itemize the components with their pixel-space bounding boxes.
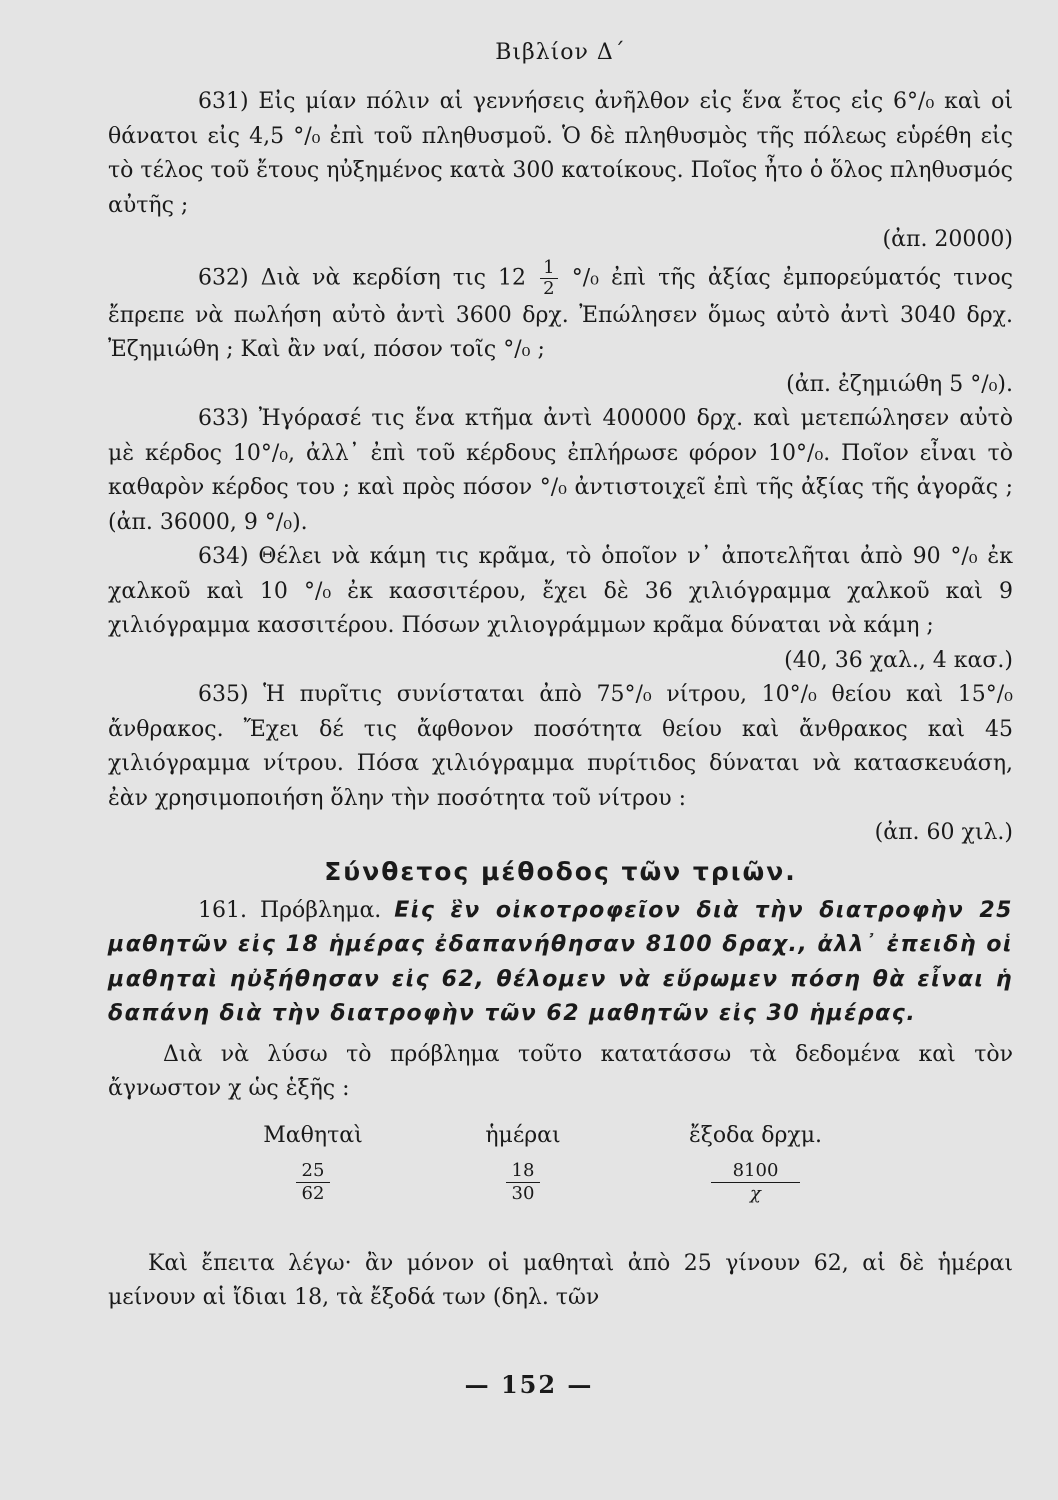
expenses-values xyxy=(711,1160,801,1205)
page-number: — 152 — xyxy=(464,1370,594,1399)
problem-631-answer: (ἀπ. 20000) xyxy=(882,227,1013,252)
fraction-numerator: 1 xyxy=(540,258,557,279)
problem-635-answer: (ἀπ. 60 χιλ.) xyxy=(874,820,1013,845)
problem-633 xyxy=(108,402,1013,540)
one-half-fraction xyxy=(540,258,557,299)
problem-632-text-before: 632) Διὰ νὰ κερδίση τις 12 xyxy=(198,265,527,290)
students-header: Μαθηταὶ xyxy=(263,1122,363,1148)
problem-631 xyxy=(108,85,1013,258)
problem-161 xyxy=(108,894,1013,1032)
expenses-old: 8100 xyxy=(711,1160,801,1183)
closing-paragraph: Καὶ ἔπειτα λέγω· ἂν μόνον οἱ μαθηταὶ ἀπὸ 25 γίνουν 62, αἱ δὲ ἡμέραι μείνουν αἱ ἴδιαι 18, τὰ ἔξοδά των (δηλ. τῶν xyxy=(108,1250,1013,1310)
days-old: 18 xyxy=(506,1160,541,1183)
problem-161-label: 161. Πρόβλημα. xyxy=(198,897,382,923)
section-heading: Σύνθετος μέθοδος τῶν τριῶν. xyxy=(324,856,797,886)
students-column xyxy=(248,1123,378,1205)
expenses-column xyxy=(663,1123,848,1205)
days-column xyxy=(468,1123,578,1205)
problem-635-text: 635) Ἡ πυρῖτις συνίσταται ἀπὸ 75°/₀ νίτρου, 10°/₀ θείου καὶ 15°/₀ ἄνθρακος. Ἔχει δέ τις ἄφθονον ποσότητα θείου καὶ ἄνθρακος καὶ 45 χιλιόγραμμα νίτρου. Πόσα χιλιόγραμμα πυρίτιδος δύναται νὰ κατασκευάση, ἐὰν χρησιμοποιήση ὅλην τὴν ποσότητα τοῦ νίτρου : xyxy=(108,682,1013,811)
days-new: 30 xyxy=(511,1182,535,1204)
days-header: ἡμέραι xyxy=(485,1122,561,1148)
problem-633-text: 633) Ἠγόρασέ τις ἕνα κτῆμα ἀντὶ 400000 δρχ. καὶ μετεπώλησεν αὐτὸ μὲ κέρδος 10°/₀, ἀλλ᾽ ἐπὶ τοῦ κέρδους ἐπλήρωσε φόρον 10°/₀. Ποῖον εἶναι τὸ καθαρὸν κέρδος του ; καὶ πρὸς πόσον °/₀ ἀντιστοιχεῖ ἐπὶ τῆς ἀξίας τῆς ἀγορᾶς ; (ἀπ. 36000, 9 °/₀). xyxy=(108,406,1013,535)
students-old: 25 xyxy=(296,1160,331,1183)
students-new: 62 xyxy=(301,1182,325,1204)
problem-161-statement: Εἰς ἓν οἰκοτροφεῖον διὰ τὴν διατροφὴν 25 μαθητῶν εἰς 18 ἡμέρας ἐδαπανήθησαν 8100 δραχ., ἀλλ᾽ ἐπειδὴ οἱ μαθηταὶ ηὐξήθησαν εἰς 62, θέλομεν νὰ εὕρωμεν πόση θὰ εἶναι ἡ δαπάνη διὰ τὴν διατροφὴν τῶν 62 μαθητῶν εἰς 30 ἡμέρας. xyxy=(108,897,1013,1026)
fraction-denominator: 2 xyxy=(543,277,555,299)
problem-634 xyxy=(108,540,1013,678)
expenses-unknown: χ xyxy=(750,1182,761,1204)
problem-632-text-after: °/₀ ἐπὶ τῆς ἀξίας ἐμπορεύματός τινος ἔπρεπε νὰ πωλήση αὐτὸ ἀντὶ 3600 δρχ. Ἐπώλησεν ὅμως αὐτὸ ἀντὶ 3040 δρχ. Ἐζημιώθη ; Καὶ ἂν ναί, πόσον τοῖς °/₀ ; xyxy=(108,265,1014,362)
days-values xyxy=(506,1160,541,1205)
problem-631-text: 631) Εἰς μίαν πόλιν αἱ γεννήσεις ἀνῆλθον εἰς ἕνα ἔτος εἰς 6°/₀ καὶ οἱ θάνατοι εἰς 4,5 °/₀ ἐπὶ τοῦ πληθυσμοῦ. Ὁ δὲ πληθυσμὸς τῆς πόλεως εὑρέθη εἰς τὸ τέλος τοῦ ἔτους ηὐξημένος κατὰ 300 κατοίκους. Ποῖος ἦτο ὁ ὅλος πληθυσμός αὐτῆς ; xyxy=(108,89,1013,218)
problem-634-answer: (40, 36 χαλ., 4 κασ.) xyxy=(784,647,1013,673)
data-arrangement-table xyxy=(108,1115,1013,1241)
problem-634-text: 634) Θέλει νὰ κάμη τις κρᾶμα, τὸ ὁποῖον ν᾽ ἀποτελῆται ἀπὸ 90 °/₀ ἐκ χαλκοῦ καὶ 10 °/₀ ἐκ κασσιτέρου, ἔχει δὲ 36 χιλιόγραμμα χαλκοῦ καὶ 9 χιλιόγραμμα κασσιτέρου. Πόσων χιλιογράμμων κρᾶμα δύναται νὰ κάμη ; xyxy=(108,544,1013,638)
problem-632 xyxy=(108,258,1013,403)
running-head: Βιβλίον Δ΄ xyxy=(495,40,626,65)
problem-632-answer: (ἀπ. ἐζημιώθη 5 °/₀). xyxy=(786,371,1013,397)
problem-635 xyxy=(108,678,1013,851)
solution-intro: Διὰ νὰ λύσω τὸ πρόβλημα τοῦτο κατατάσσω τὰ δεδομένα καὶ τὸν ἄγνωστον χ ὡς ἑξῆς : xyxy=(108,1041,1013,1101)
expenses-header: ἔξοδα δρχμ. xyxy=(688,1122,823,1148)
students-values xyxy=(296,1160,331,1205)
